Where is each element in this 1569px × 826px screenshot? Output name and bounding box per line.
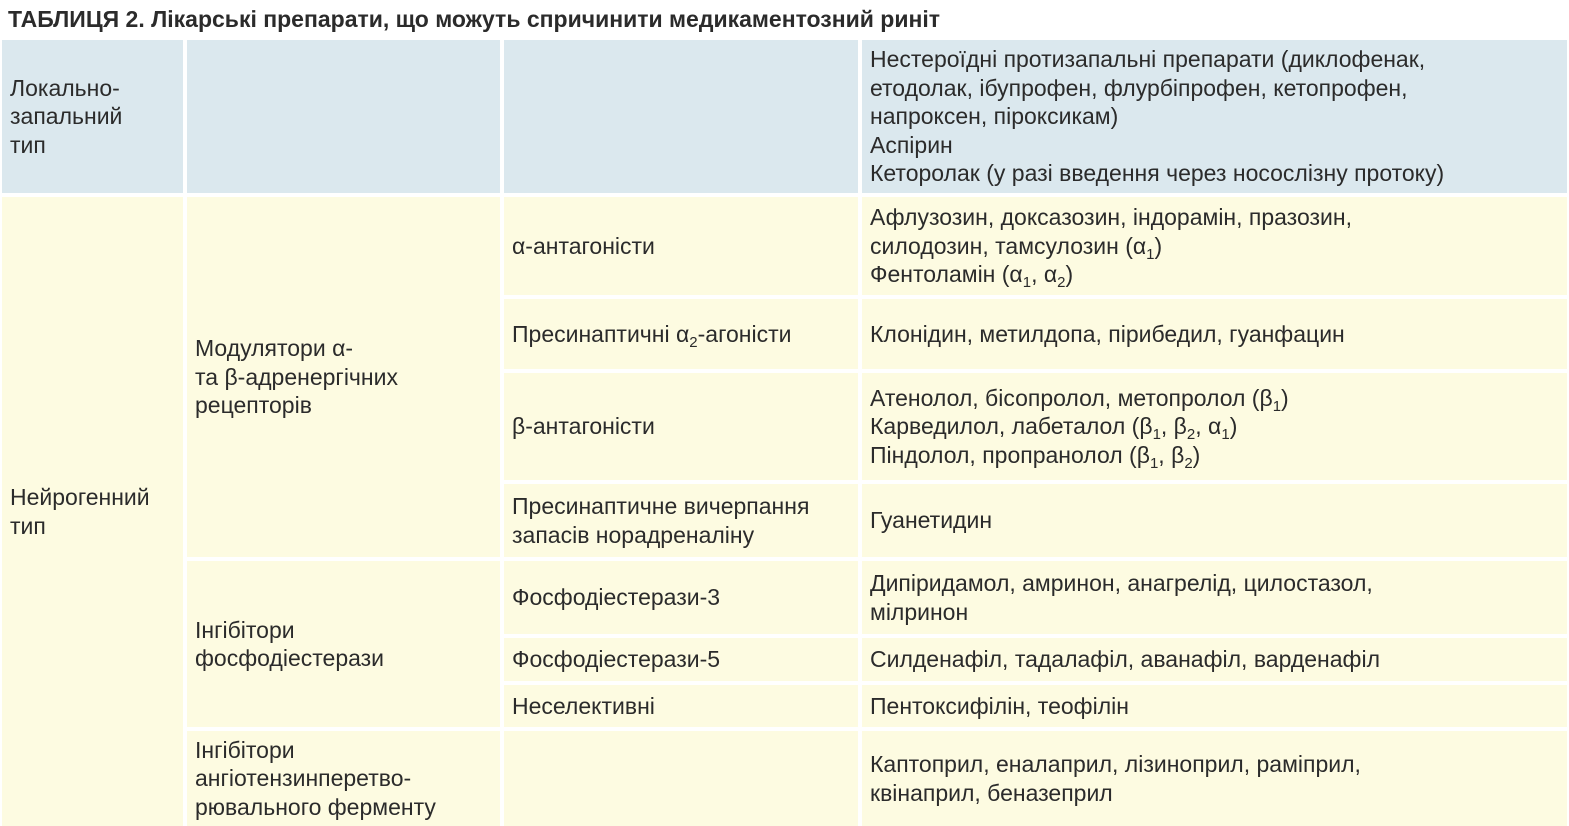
drug-table bbox=[2, 40, 1567, 820]
group-line: та β-адренергічних bbox=[195, 363, 398, 390]
subgroup-label: Пресинаптичні $\alpha_2$-агоністи bbox=[512, 320, 792, 351]
subgroup-label: запасів норадреналіну bbox=[512, 521, 755, 548]
drug-line: Атенолол, бісопролол, метопролол $(\beta_1)$ bbox=[870, 384, 1289, 415]
drugs-alpha-antagonists bbox=[862, 197, 1567, 295]
subgroup-pde3 bbox=[504, 561, 858, 634]
subgroup-label: Пресинаптичне вичерпання bbox=[512, 493, 810, 519]
drugs-nonselective bbox=[862, 685, 1567, 727]
subgroup-label: Неселективні bbox=[512, 692, 655, 719]
drug-line: Дипіридамол, амринон, анагрелід, цилостазол, bbox=[870, 570, 1373, 596]
subgroup-nonselective bbox=[504, 685, 858, 727]
subgroup-local-empty-cell bbox=[504, 40, 858, 193]
type-local-line: Локально- bbox=[10, 74, 120, 101]
drugs-presynaptic-agonists bbox=[862, 299, 1567, 369]
drugs-presynaptic-depletion bbox=[862, 484, 1567, 557]
drug-line: Афлузозин, доксазозин, індорамін, празозин, bbox=[870, 204, 1352, 231]
subgroup-label: α-антагоністи bbox=[512, 232, 655, 259]
subgroup-beta-antagonists bbox=[504, 373, 858, 480]
drugs-ace bbox=[862, 731, 1567, 826]
type-neuro-line: Нейрогенний bbox=[10, 484, 150, 510]
drug-line: Аспірин bbox=[870, 131, 953, 158]
subgroup-presynaptic-agonists bbox=[504, 299, 858, 369]
drug-line: силодозин, тамсулозин $(\alpha_1)$ bbox=[870, 232, 1163, 263]
subgroup-label: Фосфодіестерази-3 bbox=[512, 584, 721, 611]
subgroup-alpha-antagonists bbox=[504, 197, 858, 295]
drugs-pde5 bbox=[862, 638, 1567, 681]
type-local-line: запальний bbox=[10, 103, 123, 130]
subgroup-pde5 bbox=[504, 638, 858, 681]
group-adrenergic-cell bbox=[187, 197, 500, 557]
drug-line: етодолак, ібупрофен, флурбіпрофен, кетопрофен, bbox=[870, 74, 1408, 101]
drug-line: Клонідин, метилдопа, пірибедил, гуанфацин bbox=[870, 320, 1345, 347]
drugs-local-cell bbox=[862, 40, 1567, 193]
type-local-line: тип bbox=[10, 131, 46, 158]
group-line: Інгібітори bbox=[195, 736, 295, 763]
drug-line: Каптоприл, еналаприл, лізиноприл, раміприл, bbox=[870, 751, 1361, 777]
drugs-pde3 bbox=[862, 561, 1567, 634]
group-line: Інгібітори bbox=[195, 616, 295, 643]
drug-line: Піндолол, пропранолол ($\beta_1$, $\beta_2$) bbox=[870, 441, 1201, 472]
group-line: Модулятори α- bbox=[195, 335, 354, 362]
drugs-beta-antagonists bbox=[862, 373, 1567, 480]
subgroup-presynaptic-depletion bbox=[504, 484, 858, 557]
drug-line: мілринон bbox=[870, 598, 969, 625]
drug-line: квінаприл, беназеприл bbox=[870, 779, 1113, 806]
drug-line: Пентоксифілін, теофілін bbox=[870, 692, 1129, 719]
type-neuro-cell bbox=[2, 197, 183, 826]
subgroup-label: Фосфодіестерази-5 bbox=[512, 646, 721, 673]
group-pde-cell bbox=[187, 561, 500, 727]
drug-line: Карведилол, лабеталол ($\beta_1$, $\beta_2$, $\alpha_1$) bbox=[870, 413, 1238, 444]
drug-line: напроксен, піроксикам) bbox=[870, 103, 1119, 130]
group-line: рецепторів bbox=[195, 392, 312, 419]
drug-line: Фентоламін ($\alpha_1$, $\alpha_2$) bbox=[870, 261, 1074, 292]
group-line: ангіотензинперетво- bbox=[195, 765, 412, 792]
subgroup-label: β-антагоністи bbox=[512, 413, 655, 440]
type-local-cell bbox=[2, 40, 183, 193]
drug-line: Силденафіл, тадалафіл, аванафіл, варденафіл bbox=[870, 646, 1380, 673]
drug-line: Нестероїдні протизапальні препарати (диклофенак, bbox=[870, 46, 1426, 73]
table-title: ТАБЛИЦЯ 2. Лікарські препарати, що можуть спричинити медикаментозний риніт bbox=[8, 6, 941, 32]
drug-line: Кеторолак (у разі введення через носослізну протоку) bbox=[870, 160, 1445, 187]
group-ace-cell bbox=[187, 731, 500, 826]
group-local-empty-cell bbox=[187, 40, 500, 193]
group-line: рювального ферменту bbox=[195, 793, 436, 820]
group-line: фосфодіестерази bbox=[195, 645, 385, 671]
subgroup-ace-empty-cell bbox=[504, 731, 858, 826]
drug-line: Гуанетидин bbox=[870, 507, 993, 534]
type-neuro-line: тип bbox=[10, 512, 46, 539]
